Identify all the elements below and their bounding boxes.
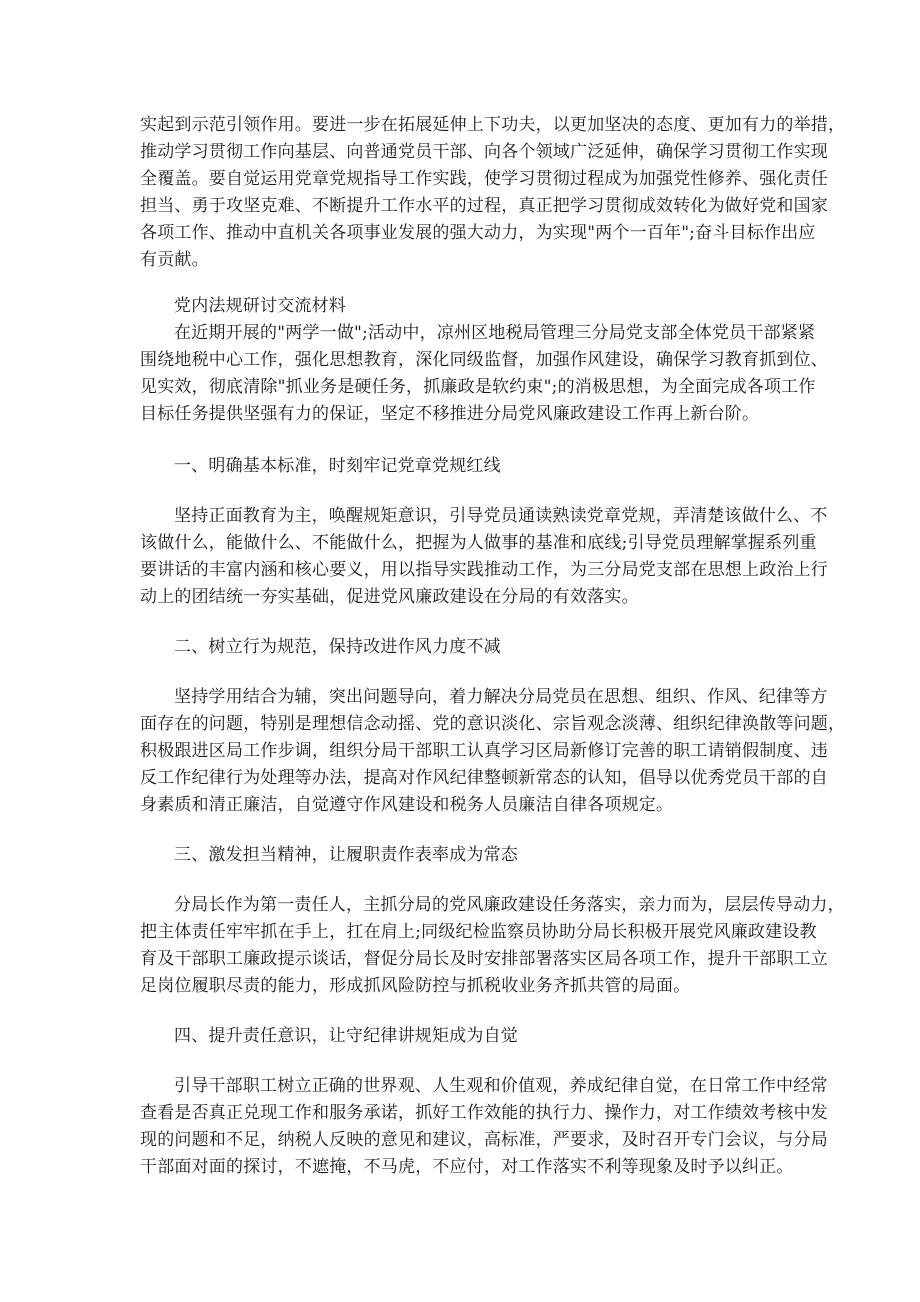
section-line: 查看是否真正兑现工作和服务承诺，抓好工作效能的执行力、操作力，对工作绩效考核中发 — [140, 1103, 828, 1123]
lead-line: 目标任务提供坚强有力的保证，坚定不移推进分局党风廉政建设工作再上新台阶。 — [140, 404, 760, 424]
intro-line: 担当、勇于攻坚克难、不断提升工作水平的过程，真正把学习贯彻成效转化为做好党和国家 — [140, 196, 828, 216]
section-line: 坚持学用结合为辅，突出问题导向，着力解决分局党员在思想、组织、作风、纪律等方 — [174, 687, 828, 707]
intro-line: 全覆盖。要自觉运用党章党规指导工作实践，使学习贯彻过程成为加强党性修养、强化责任 — [140, 169, 828, 189]
section-heading: 二、树立行为规范，保持改进作风力度不减 — [174, 637, 501, 657]
section-line: 身素质和清正廉洁，自觉遵守作风建设和税务人员廉洁自律各项规定。 — [140, 795, 674, 815]
section-line: 足岗位履职尽责的能力，形成抓风险防控与抓税收业务齐抓共管的局面。 — [140, 976, 691, 996]
lead-line: 围绕地税中心工作，强化思想教育，深化同级监督，加强作风建设，确保学习教育抓到位、 — [140, 350, 828, 370]
section-line: 该做什么，能做什么、不能做什么，把握为人做事的基准和底线;引导党员理解掌握系列重 — [140, 533, 817, 553]
lead-line: 在近期开展的"两学一做";活动中，凉州区地税局管理三分局党支部全体党员干部紧紧 — [174, 323, 816, 343]
section-line: 引导干部职工树立正确的世界观、人生观和价值观，养成纪律自觉，在日常工作中经常 — [174, 1076, 828, 1096]
section-line: 面存在的问题，特别是理想信念动摇、党的意识淡化、宗旨观念淡薄、组织纪律涣散等问题， — [140, 714, 846, 734]
section-line: 分局长作为第一责任人，主抓分局的党风廉政建设任务落实，亲力而为，层层传导动力， — [174, 895, 845, 915]
intro-line: 实起到示范引领作用。要进一步在拓展延伸上下功夫，以更加坚决的态度、更加有力的举措， — [140, 115, 846, 135]
intro-line: 各项工作、推动中直机关各项事业发展的强大动力，为实现"两个一百年";奋斗目标作出应 — [140, 223, 816, 243]
section-line: 反工作纪律行为处理等办法，提高对作风纪律整顿新常态的认知，倡导以优秀党员干部的自 — [140, 768, 828, 788]
section-line: 现的问题和不足，纳税人反映的意见和建议，高标准，严要求，及时召开专门会议，与分局 — [140, 1130, 828, 1150]
section-line: 要讲话的丰富内涵和核心要义，用以指导实践推动工作，为三分局党支部在思想上政治上行 — [140, 560, 828, 580]
section-heading: 三、激发担当精神，让履职责作表率成为常态 — [174, 845, 518, 865]
section-line: 干部面对面的探讨，不遮掩，不马虎，不应付，对工作落实不利等现象及时予以纠正。 — [140, 1157, 794, 1177]
section-heading: 一、明确基本标准，时刻牢记党章党规红线 — [174, 456, 501, 476]
section-line: 积极跟进区局工作步调，组织分局干部职工认真学习区局新修订完善的职工请销假制度、违 — [140, 741, 828, 761]
section-line: 坚持正面教育为主，唤醒规矩意识，引导党员通读熟读党章党规，弄清楚该做什么、不 — [174, 506, 828, 526]
section-line: 把主体责任牢牢抓在手上，扛在肩上;同级纪检监察员协助分局长积极开展党风廉政建设教 — [140, 922, 817, 942]
intro-line: 有贡献。 — [140, 250, 209, 270]
section-line: 育及干部职工廉政提示谈话，督促分局长及时安排部署落实区局各项工作，提升干部职工立 — [140, 949, 828, 969]
section-heading: 四、提升责任意识，让守纪律讲规矩成为自觉 — [174, 1026, 518, 1046]
document-title: 党内法规研讨交流材料 — [174, 296, 346, 316]
lead-line: 见实效，彻底清除"抓业务是硬任务，抓廉政是软约束";的消极思想，为全面完成各项工作 — [140, 377, 816, 397]
section-line: 动上的团结统一夯实基础，促进党风廉政建设在分局的有效落实。 — [140, 587, 639, 607]
intro-line: 推动学习贯彻工作向基层、向普通党员干部、向各个领域广泛延伸，确保学习贯彻工作实现 — [140, 142, 828, 162]
